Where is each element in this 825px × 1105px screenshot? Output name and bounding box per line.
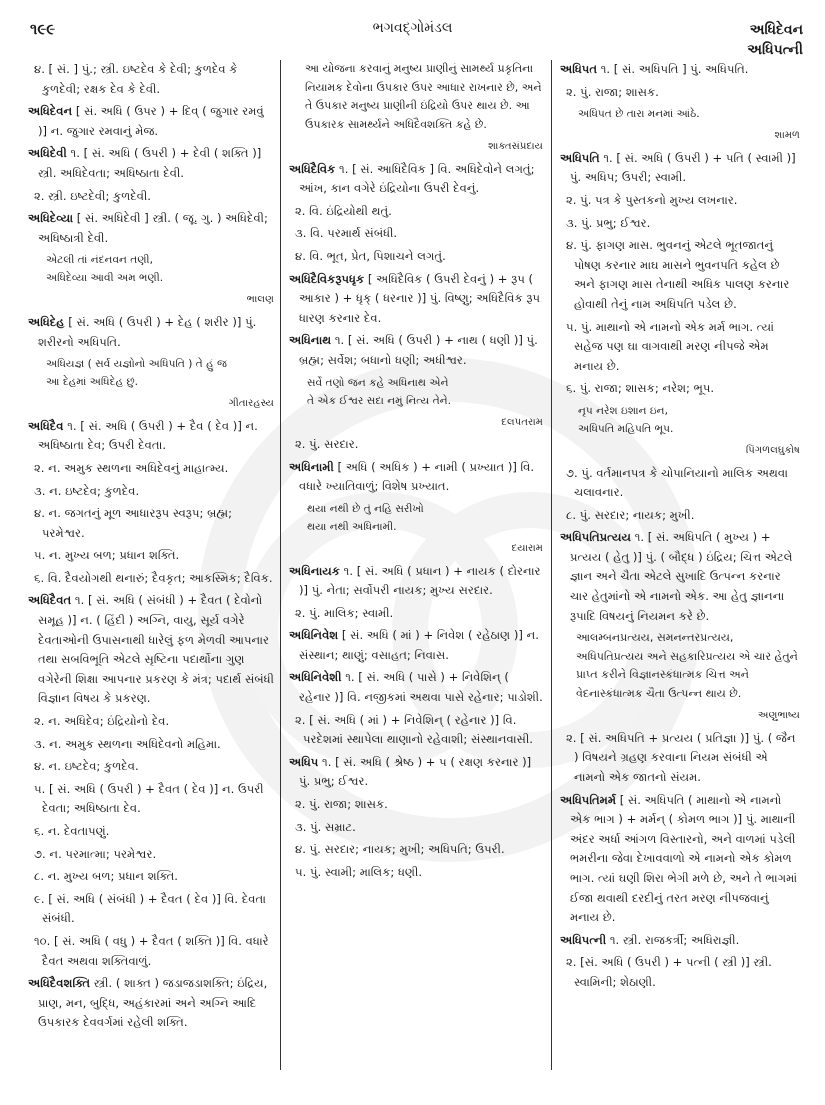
headword: અધિપતિપ્રત્યય xyxy=(560,530,632,545)
sense-definition: ૫. ન. મુખ્ય બળ; પ્રધાન શક્તિ. xyxy=(34,548,180,563)
definition-text: [ સં. અધિપતિ ( માથાનો એ નામનો એક ભાગ ) + મર્મન્ ( કોમળ ભાગ )] પું. માથાની અંદર અર્ધા આંગળ વિસ્તારનો, અને વાળમાં પડેલી ભમરીના જેવા દેખાવવાળો એ નામનો એક કોમળ ભાગ. ત્યાં ઘણી શિરા ભેગી મળે છે, અને તે ભાગમાં ઈજા થવાથી દરદીનું તરત મરણ નીપજવાનું મનાય છે. xyxy=(570,792,798,925)
headword: અધિનામી xyxy=(289,459,334,474)
dictionary-columns xyxy=(24,60,806,1090)
quote-line: થયા નથી છે તું નહિ સરીખો xyxy=(307,502,424,515)
definition-text: ૧. [ સં. અધિ ( સંબંધી ) + દૈવત ( દેવોનો સમૂહ )] ન. ( હિંદી ) અગ્નિ, વાયુ, સૂર્ય વગેરે દેવતાઓની ઉપાસનાથી ધારેલું ફળ મેળવી આપનાર તથા સબવિભૂતિ એટલે સૃષ્ટિના પદાર્થોના ગુણ વગેરેની શિક્ષા આપનાર પ્રકરણ કે મંત્ર; પદાર્થ સંબંધી વિજ્ઞાન વિષય કે પ્રકરણ. xyxy=(38,593,274,706)
sense-definition: ૪. [ સં. ] પું.; સ્ત્રી. ઇષ્ટદેવ કે દેવી; કુળદેવ કે કુળદેવી; રક્ષક દેવ કે દેવી. xyxy=(34,62,238,96)
headword: અધિનિવેશ xyxy=(289,628,339,643)
citation-source: શામળ xyxy=(774,130,800,142)
dictionary-entry xyxy=(289,626,543,665)
dictionary-entry xyxy=(28,591,274,709)
citation-paragraph: આ યોજના કરવાનું મનુષ્ય પ્રાણીનું સામર્થ્ય પ્રકૃતિના નિયામક દેવોના ઉપકાર ઉપર આધાર રાખનાર છે, અને તે ઉપકાર મનુષ્ય પ્રાણીની ઇંદ્રિયો ઉપર થાય છે. આ ઉપકારક સામર્થ્યને અધિદૈવશક્તિ કહે છે. xyxy=(305,62,542,131)
citation-source: ભાલણ xyxy=(246,294,274,306)
column-middle xyxy=(280,60,552,1070)
dictionary-entry xyxy=(289,331,543,370)
dictionary-entry xyxy=(289,458,543,497)
headword: અધિપત xyxy=(560,62,598,76)
quote-line: થયા નથી અધિનામી. xyxy=(307,520,397,533)
citation-quote xyxy=(289,500,543,536)
running-title: ભગવદ્ગોમંડલ xyxy=(372,20,453,36)
headword: અધિપ xyxy=(289,754,319,769)
headword: અધિનાથ xyxy=(289,333,332,348)
sense-definition: ૨. વિ. ઇંદ્રિયોથી થતું. xyxy=(295,203,392,218)
dictionary-entry xyxy=(560,149,800,188)
page-header xyxy=(0,0,825,58)
definition-text: [ સં. અધિ ( ઉપર ) + દિવ્ ( જુગાર રમવું )] ન. જુગાર રમવાનું મેજ. xyxy=(38,104,264,138)
quote-line: અધિદેવ્યા આવી અમ ભણી. xyxy=(46,272,164,285)
sense-definition: ૪. પું. સરદાર; નાયક; મુખી; અધિપતિ; ઉપરી. xyxy=(295,842,505,857)
headword: અધિદૈવિક xyxy=(289,161,336,176)
dictionary-entry xyxy=(560,60,800,80)
sense-definition: ૫. પું. માથાનો એ નામનો એક મર્મ ભાગ. ત્યાં સહેજ પણ ઘા વાગવાથી મરણ નીપજે એમ મનાય છે. xyxy=(566,319,774,373)
citation-source: પિંગળલઘુકોષ xyxy=(745,444,800,456)
sense-definition: ૨. પું. માલિક; સ્વામી. xyxy=(295,605,394,620)
citation-quote xyxy=(289,374,543,410)
sense-definition: ૪. વિ. ભૂત, પ્રેત, પિશાચને લગતું. xyxy=(295,248,446,263)
quote-line: એટલી તાં નંદનવન તણી, xyxy=(46,254,153,267)
quote-line: અધિપતિ મહિપતિ ભૂપ. xyxy=(578,422,674,435)
dictionary-entry xyxy=(560,528,800,626)
guide-word-first: અધિદેવન xyxy=(749,22,803,38)
sense-definition: ૨. ન. અમુક સ્થળના અધિદેવનું માહાત્મ્ય. xyxy=(34,460,229,475)
definition-text: [ અધિદૈવિક ( ઉપરી દેવનું ) + રૂપ ( આકાર ) + ધૃક્ ( ધરનાર )] પું. વિષ્ણુ; અધિદૈવિક રૂપ ધારણ કરનાર દેવ. xyxy=(299,271,541,325)
headword: અધિપત્ની xyxy=(560,932,607,947)
dictionary-entry xyxy=(28,313,274,352)
dictionary-entry xyxy=(560,931,800,951)
citation-quote xyxy=(28,355,274,391)
definition-text: ૧. [ સં. આધિદૈવિક ] વિ. અધિદેવોને લગતું; આંખ, કાન વગેરે ઇંદ્રિયોના ઉપરી દેવનું. xyxy=(299,161,535,196)
sense-definition: ૨. પું. પત્ર કે પુસ્તકનો મુખ્ય લખનાર. xyxy=(566,192,738,207)
guide-word-last: અધિપત્ની xyxy=(747,42,803,58)
headword: અધિદેવન xyxy=(28,104,73,119)
quote-line: નૃપ નરેશ ઇશાન ઇન, xyxy=(578,404,668,417)
headword: અધિપતિ xyxy=(560,150,600,165)
headword: અધિદેવી xyxy=(28,146,67,161)
quote-line: તે એક ઈશ્વર સદા નમું નિત્ય તેને. xyxy=(307,394,452,407)
sense-definition: ૩. ન. અમુક સ્થળના અધિદેવનો મહિમા. xyxy=(34,736,221,751)
sense-definition: ૩. ન. ઇષ્ટદેવ; કુળદેવ. xyxy=(34,483,140,498)
headword: અધિનાયક xyxy=(289,563,340,578)
headword: અધિપતિમર્મ xyxy=(560,792,617,807)
dictionary-entry xyxy=(560,791,800,928)
sense-definition: ૩. વિ. પરમાર્થ સંબંધી. xyxy=(295,226,398,241)
sense-definition: ૨. સ્ત્રી. ઇષ્ટદેવી; કુળદેવી. xyxy=(34,188,151,203)
sense-definition: ૩. પું. સમ્રાટ. xyxy=(295,819,356,834)
citation-quote xyxy=(560,105,800,123)
definition-text: ૧. [ સં. અધિ ( ઉપરી ) + પતિ ( સ્વામી )] પું. અધિપ; ઉપરી; સ્વામી. xyxy=(570,150,796,185)
definition-text: [ સં. અધિદેવી ] સ્ત્રી. ( જૂ. ગુ. ) અધિદેવી; અધિષ્ઠાત્રી દેવી. xyxy=(38,211,268,245)
dictionary-entry xyxy=(289,270,543,329)
sense-definition: ૨. પું. રાજા; શાસક. xyxy=(295,797,388,812)
sense-definition: ૨. પું. સરદાર. xyxy=(295,437,359,452)
page-number: ૧૯૯ xyxy=(30,20,56,38)
column-left xyxy=(24,60,280,1090)
citation-paragraph: આલમ્બનપ્રત્યય, સમનન્તરપ્રત્યય, અધિપતિપ્રત્યય અને સહકારિપ્રત્યય એ ચાર હેતુને પ્રાપ્ત કરીને વિજ્ઞાનસ્કંધાત્મક ચિત્ત અને વેદનાસ્કંધાત્મક ચૈતા ઉત્પન્ન થાય છે. xyxy=(576,631,798,700)
sense-definition: ૬. પું. રાજા; શાસક; નરેશ; ભૂપ. xyxy=(566,381,715,396)
definition-text: ૧. [ સં. અધિ ( પ્રધાન ) + નાયક ( દોરનાર )] પું. નેતા; સર્વોપરી નાયક; મુખ્ય સરદાર. xyxy=(299,563,541,598)
quote-line: અધિપત છે તારા મનમાં આંઠે. xyxy=(578,108,700,121)
definition-text: ૧. [ સં. અધિ ( પાસે ) + નિવેશિન્ ( રહેનાર )] વિ. નજીકમાં અથવા પાસે રહેનાર; પાડોશી. xyxy=(299,670,543,705)
citation-source: અણુભાષ્ય xyxy=(757,710,800,722)
quote-line: સર્વે તણો જન કહે અધિનાથ એને xyxy=(307,376,449,389)
headword: અધિનિવેશી xyxy=(289,670,342,685)
definition-text: ૧. [ સં. અધિ ( ઉપરી ) + નાથ ( ધણી )] પું. બ્રહ્મ; સર્વેશ; બધાનો ધણી; અધીશ્વર. xyxy=(299,333,538,367)
definition-text: ૧. [ સં. અધિ ( ઉપરી ) + દૈવ ( દેવ )] ન. અધિષ્ઠાતા દેવ; ઉપરી દેવતા. xyxy=(38,418,258,453)
citation-quote xyxy=(560,402,800,438)
definition-text: ૧. સ્ત્રી. રાજકર્ત્રી; અધિરાજ્ઞી. xyxy=(606,932,740,947)
definition-text: ૧. [ સં. અધિ ( ઉપરી ) + દેવી ( શક્તિ )] સ્ત્રી. અધિદેવતા; અધિષ્ઠાતા દેવી. xyxy=(38,146,262,180)
headword: અધિદૈવત xyxy=(28,593,72,608)
sense-definition: ૭. પું. વર્તમાનપત્ર કે ચોપાનિયાનો માલિક અથવા ચલાવનાર. xyxy=(566,465,788,500)
citation-source: દલપતરામ xyxy=(501,416,543,428)
dictionary-entry xyxy=(289,160,543,199)
sense-definition: ૯. [ સં. અધિ ( સંબંધી ) + દૈવત ( દેવ )] વિ. દેવતા સંબંધી. xyxy=(34,891,267,926)
headword: અધિદેહ xyxy=(28,314,65,329)
definition-text: [ સં. અધિ ( માં ) + નિવેશ ( રહેઠાણ )] ન. સંસ્થાન; થાણું; વસાહત; નિવાસ. xyxy=(299,628,539,662)
sense-definition: ૪. ન. જગતનું મૂળ આધારરૂપ સ્વરૂપ; બ્રહ્મ; પરમેશ્વર. xyxy=(34,506,233,540)
definition-text: સ્ત્રી. ( શાક્ત ) જડાજડાશક્તિ; ઇંદ્રિય, પ્રાણ, મન, બુદ્ધિ, અહંકારમાં અને અગ્નિ આદિ ઉપકારક દેવવર્ગમાં રહેલી શક્તિ. xyxy=(38,976,268,1030)
citation-source: ગીતારહસ્ય xyxy=(228,398,274,410)
definition-text: ૧. [ સં. અધિપતિ ( મુખ્ય ) + પ્રત્યય ( હેતુ )] પું. ( બૌદ્ધ ) ઇંદ્રિય; ચિત્ત એટલે જ્ઞાન અને ચૈતા એટલે સુખાદિ ઉત્પન્ન કરનાર ચાર હેતુમાંનો એ નામનો એક. આ હેતુ જ્ઞાનના રૂપાદિ વિષયનું નિયમન કરે છે. xyxy=(570,530,793,623)
sense-definition: ૨. [સં. અધિ ( ઉપરી ) + પત્ની ( સ્ત્રી )] સ્ત્રી. સ્વામિની; શેઠાણી. xyxy=(566,955,772,989)
sense-definition: ૫. [ સં. અધિ ( ઉપરી ) + દૈવત ( દેવ )] ન. ઉપરી દેવતા; અધિષ્ઠાતા દેવ. xyxy=(34,781,264,816)
sense-definition: ૬. ન. દેવતાપણું. xyxy=(34,824,110,838)
sense-definition: ૮. ન. મુખ્ય બળ; પ્રધાન શક્તિ. xyxy=(34,869,178,884)
headword: અધિદૈવિકરૂપધૃક xyxy=(289,271,365,286)
sense-definition: ૮. પું. સરદાર; નાયક; મુખી. xyxy=(566,507,695,522)
sense-definition: ૧૦. [ સં. અધિ ( વધુ ) + દૈવત ( શક્તિ )] વિ. વધારે દૈવત અથવા શક્તિવાળું. xyxy=(34,933,269,968)
dictionary-entry xyxy=(289,562,543,601)
definition-text: [ અધિ ( અધિક ) + નામી ( પ્રખ્યાત )] વિ. વધારે ખ્યાતિવાળું; વિશેષ પ્રખ્યાત. xyxy=(299,459,535,494)
sense-definition: ૫. પું. સ્વામી; માલિક; ધણી. xyxy=(295,864,423,879)
headword: અધિદેવ્યા xyxy=(28,211,74,226)
sense-definition: ૨. ન. અધિદેવ; ઇંદ્રિયોનો દેવ. xyxy=(34,714,170,729)
dictionary-entry xyxy=(28,417,274,456)
column-right xyxy=(552,60,806,1090)
guide-words xyxy=(747,20,803,60)
sense-definition: ૪. પું. ફાગણ માસ. ભુવનનું એટલે ભૂતજાતનું પોષણ કરનાર માઘ માસને ભુવનપતિ કહેલ છે અને ફાગણ માસ તેનાથી અધિક પાલણ કરનાર હોવાથી તેનું નામ અધિપતિ પડેલ છે. xyxy=(566,238,790,311)
sense-definition: ૨. પું. રાજા; શાસક. xyxy=(566,84,659,99)
definition-text: ૧. [ સં. અધિ ( શ્રેષ્ઠ ) + પ ( રક્ષણ કરનાર )] પું. પ્રભુ; ઈશ્વર. xyxy=(299,754,532,789)
dictionary-entry xyxy=(28,144,274,183)
sense-definition: ૪. ન. ઇષ્ટદેવ; કુળદેવ. xyxy=(34,759,139,774)
dictionary-entry xyxy=(28,974,274,1033)
headword: અધિદૈવશક્તિ xyxy=(28,976,91,991)
dictionary-entry xyxy=(28,209,274,248)
sense-definition: ૨. [ સં. અધિપતિ + પ્રત્યય ( પ્રતિજ્ઞા )] પું. ( જૈન ) વિષયને ગ્રહણ કરવાના નિયમ સંબંધી એ નામનો એક જાતનો સંયમ. xyxy=(566,730,796,785)
dictionary-entry xyxy=(28,102,274,141)
sense-definition: ૩. પું. પ્રભુ; ઈશ્વર. xyxy=(566,215,651,230)
definition-text: [ સં. અધિ ( ઉપરી ) + દેહ ( શરીર )] પું. શરીરનો અધિપતિ. xyxy=(38,314,257,349)
sense-definition: ૨. [ સં. અધિ ( માં ) + નિવેશિન્ ( રહેનાર )] વિ. પરદેશમાં સ્થાપેલા થાણાનો રહેવાશી; સંસ્થાનવાસી. xyxy=(295,712,533,747)
headword: અધિદૈવ xyxy=(28,418,64,433)
sense-definition: ૬. વિ. દૈવયોગથી થનારું; દૈવકૃત; આકસ્મિક; દૈવિક. xyxy=(34,570,273,585)
citation-source: શાક્તસંપ્રદાય xyxy=(488,141,543,152)
dictionary-entry xyxy=(289,668,543,707)
citation-quote xyxy=(28,251,274,287)
citation-source: દયારામ xyxy=(511,542,543,554)
dictionary-entry xyxy=(289,753,543,792)
quote-line: આ દેહમાં અધિદેહ છું. xyxy=(46,376,139,389)
sense-definition: ૭. ન. પરમાત્મા; પરમેશ્વર. xyxy=(34,846,157,861)
quote-line: અધિયજ્ઞ ( સર્વ યજ્ઞોનો અધિપતિ ) તે હું જ xyxy=(46,358,228,371)
definition-text: ૧. [ સં. અધિપતિ ] પું. અધિપતિ. xyxy=(597,62,749,76)
